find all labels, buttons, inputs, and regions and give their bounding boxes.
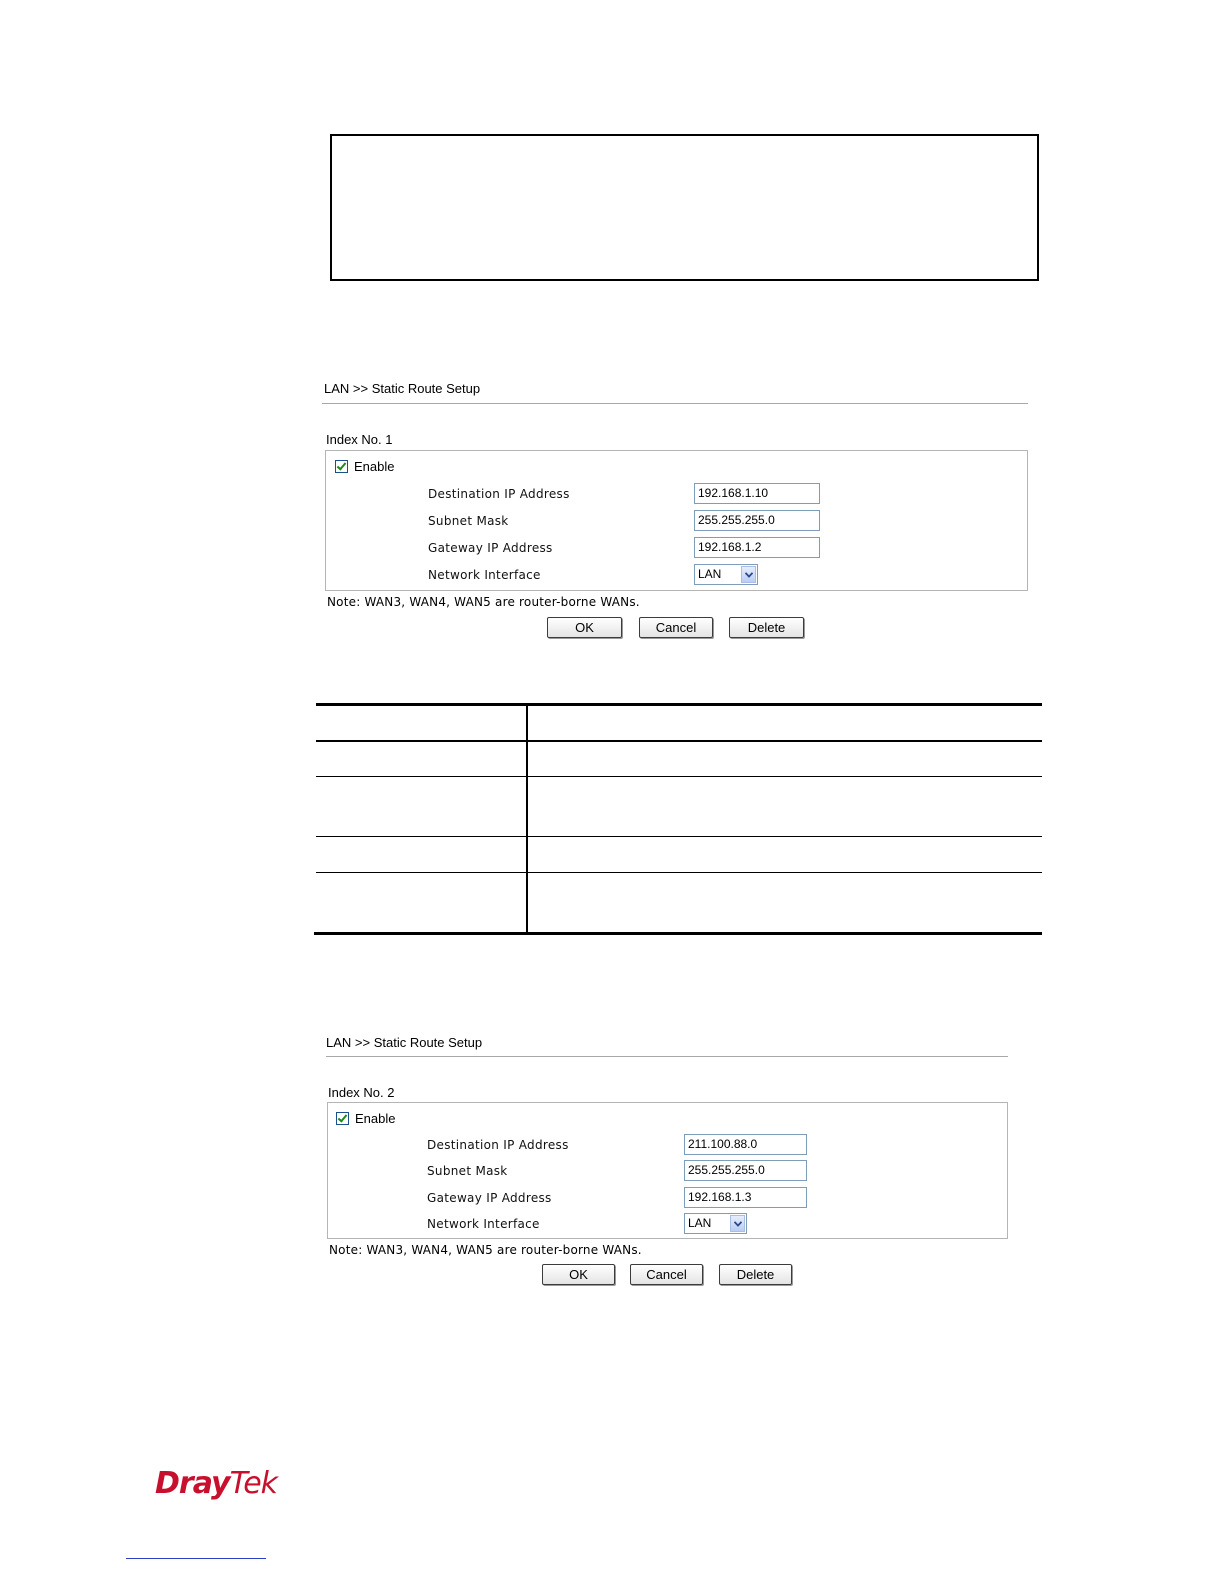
chevron-down-icon[interactable] (741, 566, 756, 583)
panel1-destination-ip-input[interactable]: 192.168.1.10 (694, 483, 820, 504)
panel2-subnet-mask-input[interactable]: 255.255.255.0 (684, 1160, 807, 1181)
draytek-logo (155, 1466, 277, 1501)
panel2-enable-row[interactable] (336, 1111, 395, 1126)
panel1-network-interface-label: Network Interface (428, 568, 541, 582)
panel1-cancel-button[interactable]: Cancel (639, 617, 713, 638)
panel1-enable-label: Enable (354, 459, 395, 474)
panel2-enable-checkbox[interactable] (336, 1112, 349, 1125)
table-top-rule (316, 703, 1042, 706)
panel1-subnet-mask-label: Subnet Mask (428, 514, 509, 528)
panel2-enable-label: Enable (355, 1111, 396, 1126)
panel2-gateway-ip-input[interactable]: 192.168.1.3 (684, 1187, 807, 1208)
panel1-network-interface-select[interactable] (694, 564, 758, 585)
panel1-subnet-mask-input[interactable]: 255.255.255.0 (694, 510, 820, 531)
table-row-divider (316, 776, 1042, 777)
panel1-enable-row[interactable] (335, 459, 394, 474)
panel1-note: Note: WAN3, WAN4, WAN5 are router-borne WANs. (327, 595, 640, 609)
logo-part-tek: Tek (229, 1466, 278, 1501)
panel2-network-interface-value: LAN (688, 1216, 712, 1230)
table-row-divider (316, 836, 1042, 837)
panel2-note: Note: WAN3, WAN4, WAN5 are router-borne WANs. (329, 1243, 642, 1257)
panel2-index-label: Index No. 2 (328, 1085, 395, 1100)
panel2-subnet-mask-label: Subnet Mask (427, 1164, 508, 1178)
panel1-title-divider (322, 403, 1028, 404)
panel2-network-interface-select[interactable] (684, 1213, 747, 1234)
table-row-divider (316, 740, 1042, 742)
panel2-breadcrumb: LAN >> Static Route Setup (326, 1035, 483, 1050)
chevron-down-icon[interactable] (730, 1215, 745, 1232)
panel2-network-interface-label: Network Interface (427, 1217, 540, 1231)
panel1-enable-checkbox[interactable] (335, 460, 348, 473)
panel2-destination-ip-input[interactable]: 211.100.88.0 (684, 1134, 807, 1155)
table-column-divider (526, 704, 528, 934)
table-bottom-rule (314, 932, 1042, 935)
panel1-destination-ip-label: Destination IP Address (428, 487, 570, 501)
panel1-network-interface-value: LAN (698, 567, 722, 581)
footer-rule (126, 1558, 266, 1559)
panel1-delete-button[interactable]: Delete (729, 617, 804, 638)
panel1-gateway-ip-input[interactable]: 192.168.1.2 (694, 537, 820, 558)
panel1-index-label: Index No. 1 (326, 432, 393, 447)
panel2-cancel-button[interactable]: Cancel (630, 1264, 703, 1285)
panel2-destination-ip-label: Destination IP Address (427, 1138, 569, 1152)
panel2-ok-button[interactable]: OK (542, 1264, 615, 1285)
panel1-breadcrumb: LAN >> Static Route Setup (324, 381, 481, 396)
panel2-delete-button[interactable]: Delete (719, 1264, 792, 1285)
logo-part-dray: Dray (155, 1466, 230, 1501)
table-row-divider (316, 872, 1042, 873)
panel1-gateway-ip-label: Gateway IP Address (428, 541, 553, 555)
panel1-ok-button[interactable]: OK (547, 617, 622, 638)
panel2-gateway-ip-label: Gateway IP Address (427, 1191, 552, 1205)
panel2-title-divider (326, 1056, 1008, 1057)
note-box (330, 134, 1039, 281)
